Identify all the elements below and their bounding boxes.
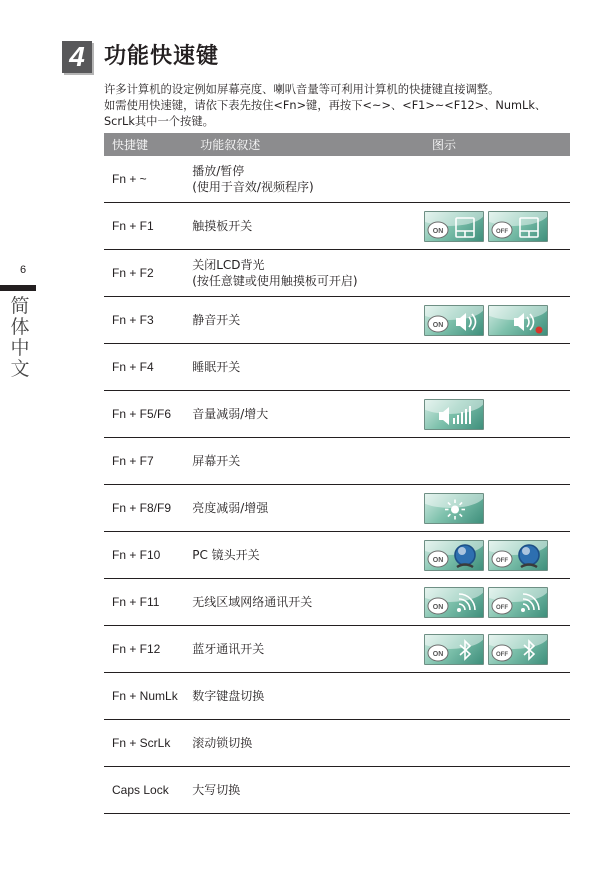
off-badge-text: OFF [496,651,509,658]
description-line: 音量减弱/增大 [192,407,269,421]
volume-level-icon [424,399,484,430]
table-row [104,485,570,532]
on-badge-text: ON [432,321,444,329]
table-row [104,767,570,814]
shortcut-key: Fn + F7 [104,438,192,485]
camera-off-icon [488,540,548,571]
function-description [192,391,424,438]
function-description [192,485,424,532]
off-badge-text: OFF [496,557,509,564]
icon-group [424,493,570,524]
description-line: 播放/暂停 [192,164,245,178]
description-line: 亮度减弱/增强 [192,501,269,515]
shortcut-key: Fn + F12 [104,626,192,673]
bluetooth-off-icon [488,634,548,665]
function-icons [424,579,570,626]
brightness-icon [424,493,484,524]
table-row [104,156,570,203]
function-description [192,673,424,720]
wlan-off-icon [488,587,548,618]
function-description [192,156,424,203]
speaker-mute-icon [488,305,548,336]
function-icons [424,344,570,391]
description-line: 睡眠开关 [192,360,241,374]
function-icons [424,391,570,438]
bluetooth-on-icon-graphic [425,635,484,665]
function-description [192,203,424,250]
function-icons [424,767,570,814]
chapter-number: 4 [62,41,92,73]
table-row [104,344,570,391]
bluetooth-on-icon [424,634,484,665]
function-icons [424,250,570,297]
description-line: 大写切换 [192,783,241,797]
description-line: 滚动锁切换 [192,736,253,750]
touchpad-off-icon [488,211,548,242]
function-icons [424,156,570,203]
description-line: 触摸板开关 [192,219,253,233]
description-line: 蓝牙通讯开关 [192,642,265,656]
table-row [104,438,570,485]
on-badge-text: ON [432,556,444,564]
speaker-on-icon [424,305,484,336]
description-line: 关闭LCD背光 [192,258,265,272]
language-tab-bar [0,285,36,291]
wlan-on-icon-graphic [425,588,484,618]
function-description [192,297,424,344]
icon-group [424,211,570,242]
description-line: (按任意键或使用触摸板可开启) [192,274,358,288]
icon-group [424,587,570,618]
page-title: 功能快速键 [104,44,220,69]
table-row [104,297,570,344]
shortcut-key: Caps Lock [104,767,192,814]
shortcut-key: Fn + ~ [104,156,192,203]
bluetooth-off-icon-graphic [489,635,548,665]
touchpad-on-icon [424,211,484,242]
function-icons [424,297,570,344]
volume-level-icon-graphic [425,400,484,430]
table-row [104,720,570,767]
page-number: 6 [20,264,27,276]
on-badge-text: ON [432,227,444,235]
intro-line: ScrLk其中一个按键。 [104,115,214,128]
function-icons [424,720,570,767]
function-description [192,767,424,814]
shortcut-key: Fn + ScrLk [104,720,192,767]
table-row [104,250,570,297]
function-icons [424,485,570,532]
description-line: 屏幕开关 [192,454,241,468]
shortcut-key: Fn + F8/F9 [104,485,192,532]
function-description [192,532,424,579]
function-description [192,250,424,297]
table-header-row [104,133,570,156]
shortcut-key: Fn + F10 [104,532,192,579]
shortcut-key: Fn + F3 [104,297,192,344]
touchpad-on-icon-graphic [425,212,484,242]
speaker-mute-icon-graphic [489,306,548,336]
shortcut-key: Fn + F4 [104,344,192,391]
table-row [104,626,570,673]
icon-group [424,305,570,336]
icon-group [424,634,570,665]
wlan-on-icon [424,587,484,618]
table-row [104,203,570,250]
description-line: 无线区域网络通讯开关 [192,595,313,609]
table-row [104,391,570,438]
icon-group [424,540,570,571]
table-row [104,579,570,626]
function-description [192,720,424,767]
speaker-on-icon-graphic [425,306,484,336]
language-label: 简体中文 [10,295,30,380]
function-description [192,438,424,485]
function-icons [424,438,570,485]
brightness-icon-graphic [425,494,484,524]
description-line: PC 镜头开关 [192,548,260,562]
table-body [104,156,570,814]
table-row [104,673,570,720]
shortcut-key: Fn + F5/F6 [104,391,192,438]
camera-off-icon-graphic [489,541,548,571]
icon-group [424,399,570,430]
table-row [104,532,570,579]
function-icons [424,532,570,579]
on-badge-text: ON [432,650,444,658]
touchpad-off-icon-graphic [489,212,548,242]
header-icon: 图示 [424,133,570,156]
function-icons [424,203,570,250]
description-line: (使用于音效/视频程序) [192,180,314,194]
function-description [192,579,424,626]
camera-on-icon-graphic [425,541,484,571]
intro-line: 许多计算机的设定例如屏幕亮度、喇叭音量等可利用计算机的快捷键直接调整。 [104,83,500,96]
function-icons [424,626,570,673]
header-shortcut: 快捷键 [104,133,192,156]
off-badge-text: OFF [496,604,509,611]
shortcut-key: Fn + NumLk [104,673,192,720]
description-line: 数字键盘切换 [192,689,265,703]
function-description [192,626,424,673]
function-description [192,344,424,391]
wlan-off-icon-graphic [489,588,548,618]
on-badge-text: ON [432,603,444,611]
header-description: 功能叙叙述 [192,133,424,156]
off-badge-text: OFF [496,228,509,235]
shortcut-table [104,133,570,814]
shortcut-key: Fn + F1 [104,203,192,250]
shortcut-key: Fn + F11 [104,579,192,626]
intro-paragraph [104,82,574,130]
shortcut-key: Fn + F2 [104,250,192,297]
camera-on-icon [424,540,484,571]
description-line: 静音开关 [192,313,241,327]
function-icons [424,673,570,720]
intro-line: 如需使用快速键，请依下表先按住<Fn>键，再按下<~>、<F1>~<F12>、NumLk、 [104,99,547,112]
